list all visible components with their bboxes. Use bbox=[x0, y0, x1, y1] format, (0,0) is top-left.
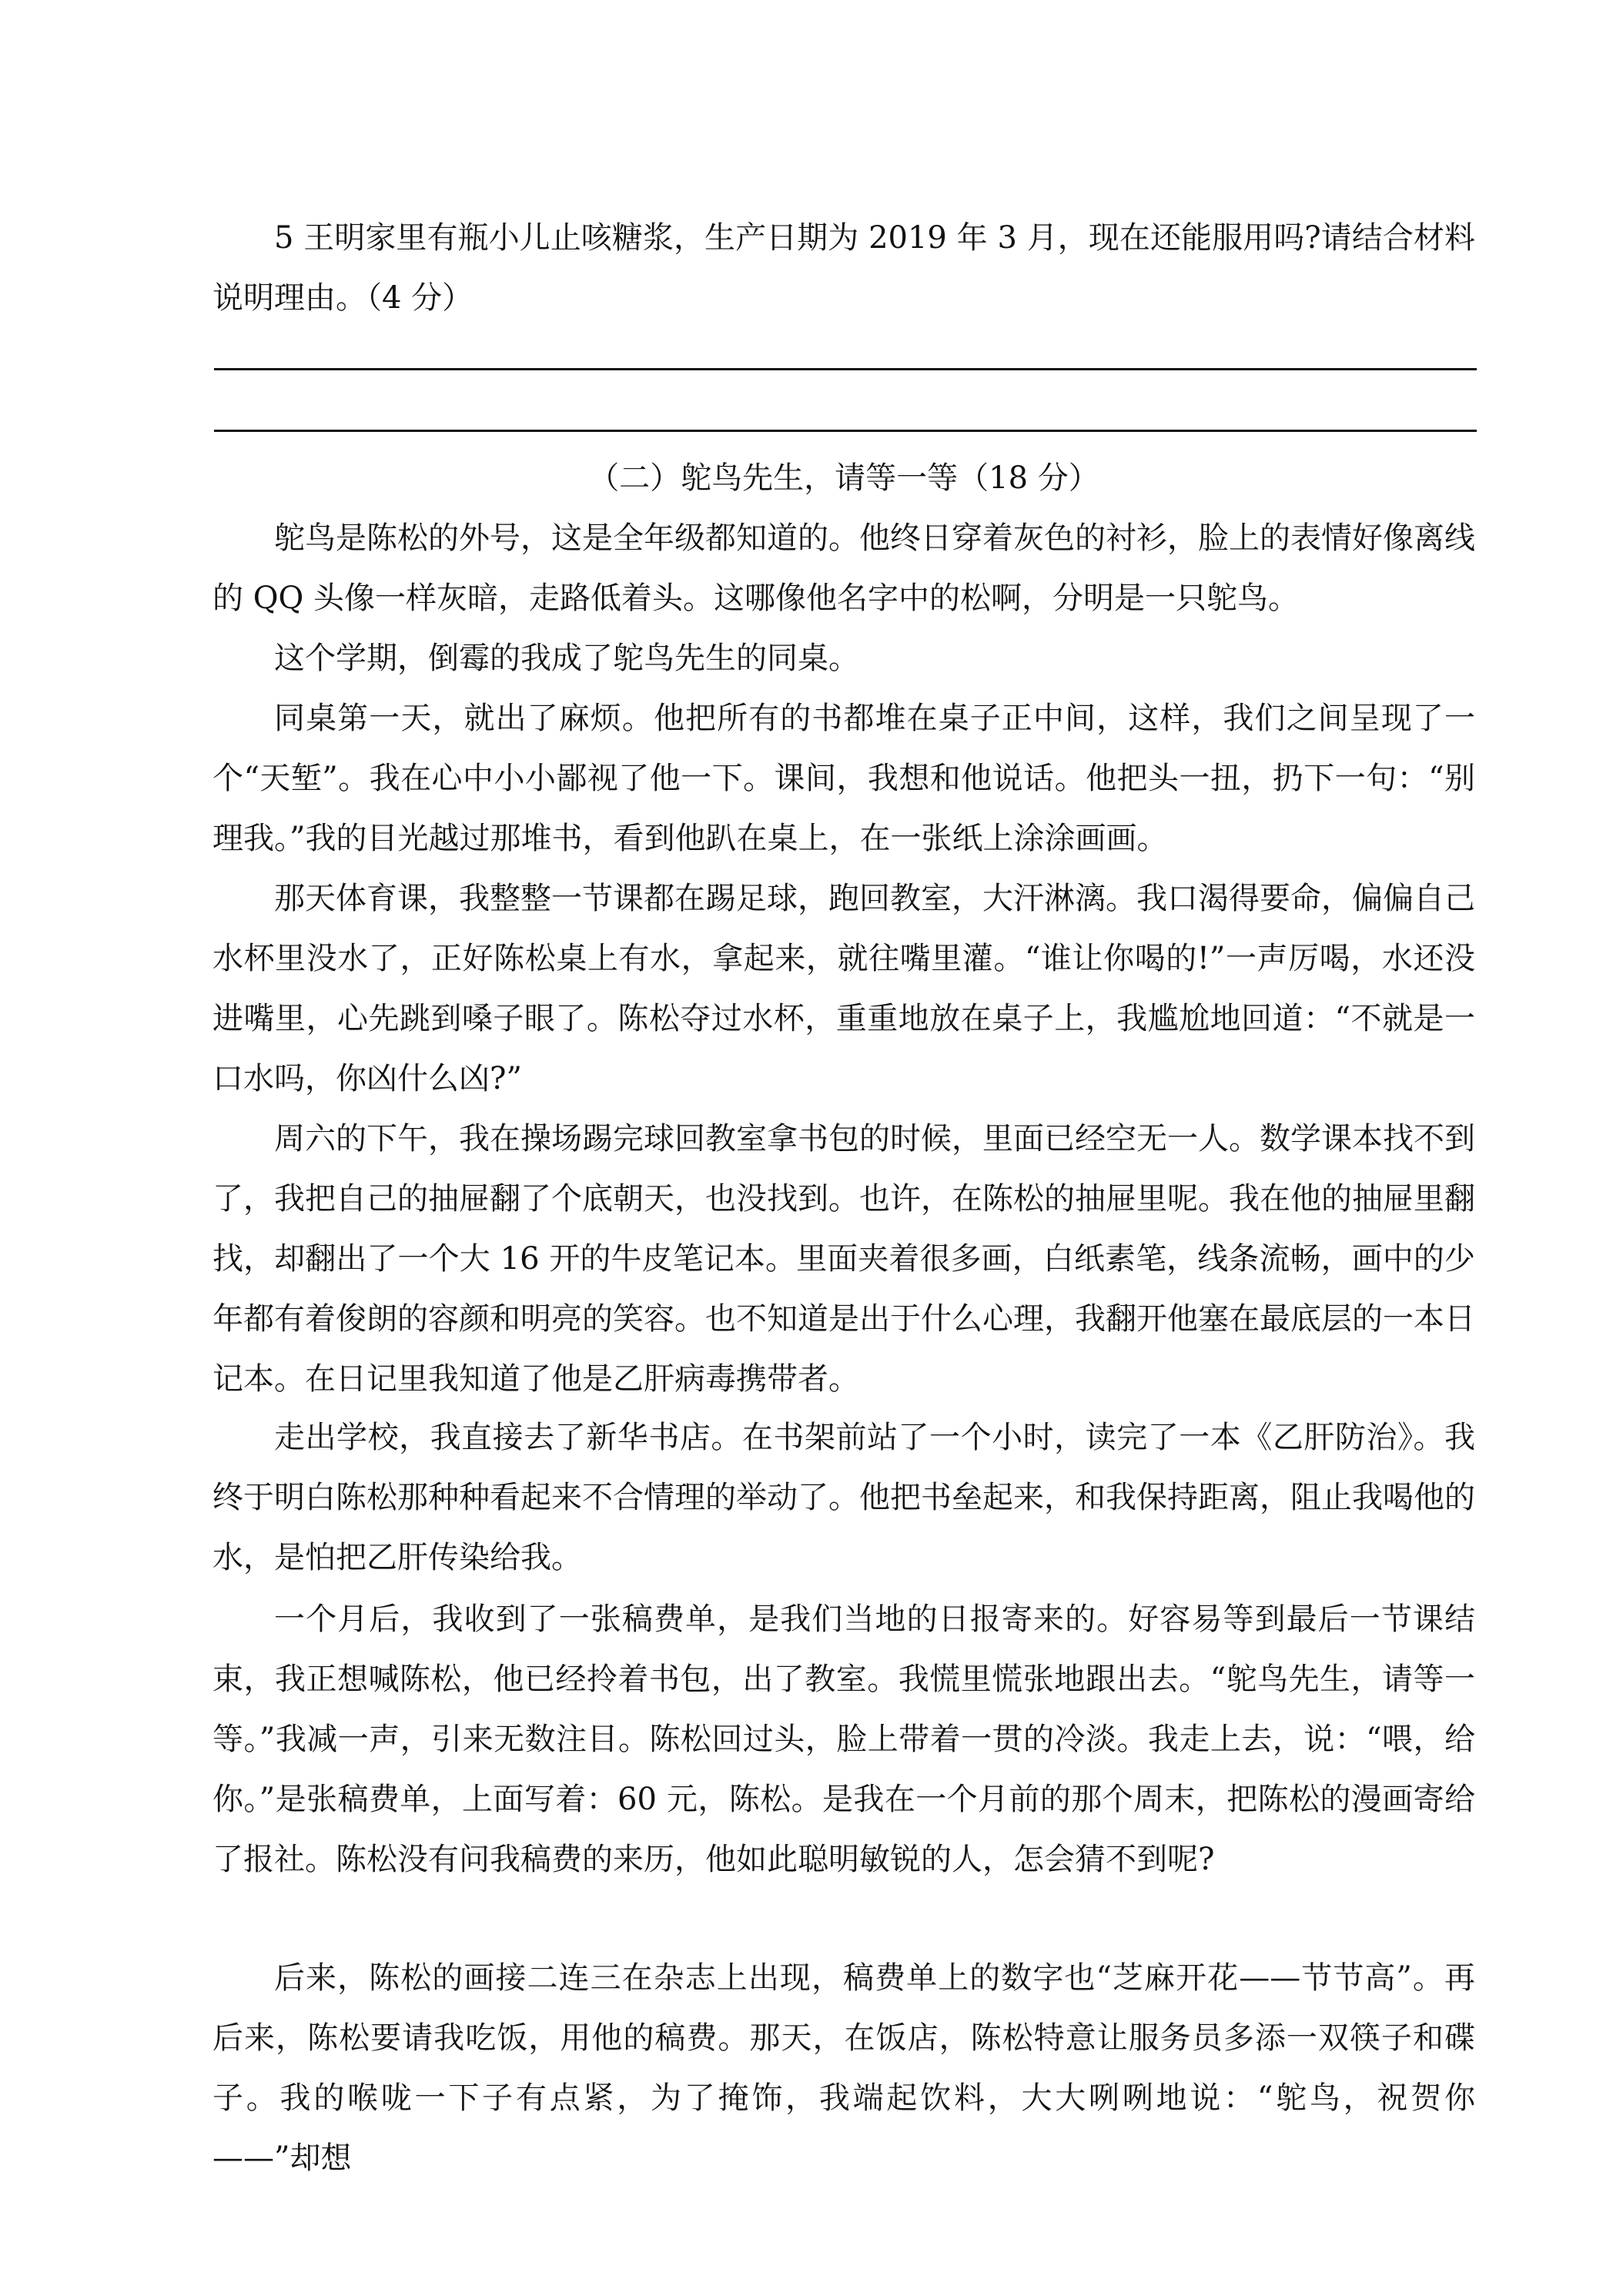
paragraph-4: 那天体育课，我整整一节课都在踢足球，跑回教室，大汗淋漓。我口渴得要命，偏偏自己水杯里没水了，正好陈松桌上有水，拿起来，就往嘴里灌。“谁让你喝的!”一声厉喝，水还没进嘴里，心先跳到嗓子眼了。陈松夺过水杯，重重地放在桌子上，我尴尬地回道：“不就是一口水吗，你凶什么凶?” bbox=[212, 881, 1475, 1096]
paragraph-1: 鸵鸟是陈松的外号，这是全年级都知道的。他终日穿着灰色的衬衫，脸上的表情好像离线的 QQ 头像一样灰暗，走路低着头。这哪像他名字中的松啊，分明是一只鸵鸟。 bbox=[212, 520, 1475, 616]
paragraph-3: 同桌第一天，就出了麻烦。他把所有的书都堆在桌子正中间，这样，我们之间呈现了一个“天堑”。我在心中小小鄙视了他一下。课间，我想和他说话。他把头一扭，扔下一句：“别理我。”我的目光越过那堆书，看到他趴在桌上，在一张纸上涂涂画画。 bbox=[212, 701, 1475, 856]
section-title: （二）鸵鸟先生，请等一等（18 分） bbox=[588, 460, 1099, 496]
question-5-text: 5 王明家里有瓶小儿止咳糖浆，生产日期为 2019 年 3 月，现在还能服用吗?请结合材料说明理由。（4 分） bbox=[212, 220, 1475, 316]
paragraph-5: 周六的下午，我在操场踢完球回教室拿书包的时候，里面已经空无一人。数学课本找不到了，我把自己的抽屉翻了个底朝天，也没找到。也许，在陈松的抽屉里呢。我在他的抽屉里翻找，却翻出了一个大 16 开的牛皮笔记本。里面夹着很多画，白纸素笔，线条流畅，画中的少年都有着俊朗的容颜和明亮的笑容。也不知道是出于什么心理，我翻开他塞在最底层的一本日记本。在日记里我知道了他是乙肝病毒携带者。 bbox=[212, 1121, 1475, 1397]
paragraph-2: 这个学期，倒霉的我成了鸵鸟先生的同桌。 bbox=[274, 641, 859, 676]
answer-line-1[interactable] bbox=[214, 368, 1477, 370]
answer-line-2[interactable] bbox=[214, 430, 1477, 432]
paragraph-6: 走出学校，我直接去了新华书店。在书架前站了一个小时，读完了一本《乙肝防治》。我终于明白陈松那种种看起来不合情理的举动了。他把书垒起来，和我保持距离，阻止我喝他的水，是怕把乙肝传染给我。 bbox=[212, 1420, 1475, 1575]
paragraph-8: 后来，陈松的画接二连三在杂志上出现，稿费单上的数字也“芝麻开花——节节高”。再后来，陈松要请我吃饭，用他的稿费。那天，在饭店，陈松特意让服务员多添一双筷子和碟子。我的喉咙一下子有点紧，为了掩饰，我端起饮料，大大咧咧地说：“鸵鸟，祝贺你——”却想 bbox=[212, 1960, 1475, 2176]
paragraph-7: 一个月后，我收到了一张稿费单，是我们当地的日报寄来的。好容易等到最后一节课结束，我正想喊陈松，他已经拎着书包，出了教室。我慌里慌张地跟出去。“鸵鸟先生，请等一等。”我减一声，引来无数注目。陈松回过头，脸上带着一贯的冷淡。我走上去，说：“喂，给你。”是张稿费单，上面写着：60 元，陈松。是我在一个月前的那个周末，把陈松的漫画寄给了报社。陈松没有问我稿费的来历，他如此聪明敏锐的人，怎会猜不到呢? bbox=[212, 1602, 1475, 1877]
